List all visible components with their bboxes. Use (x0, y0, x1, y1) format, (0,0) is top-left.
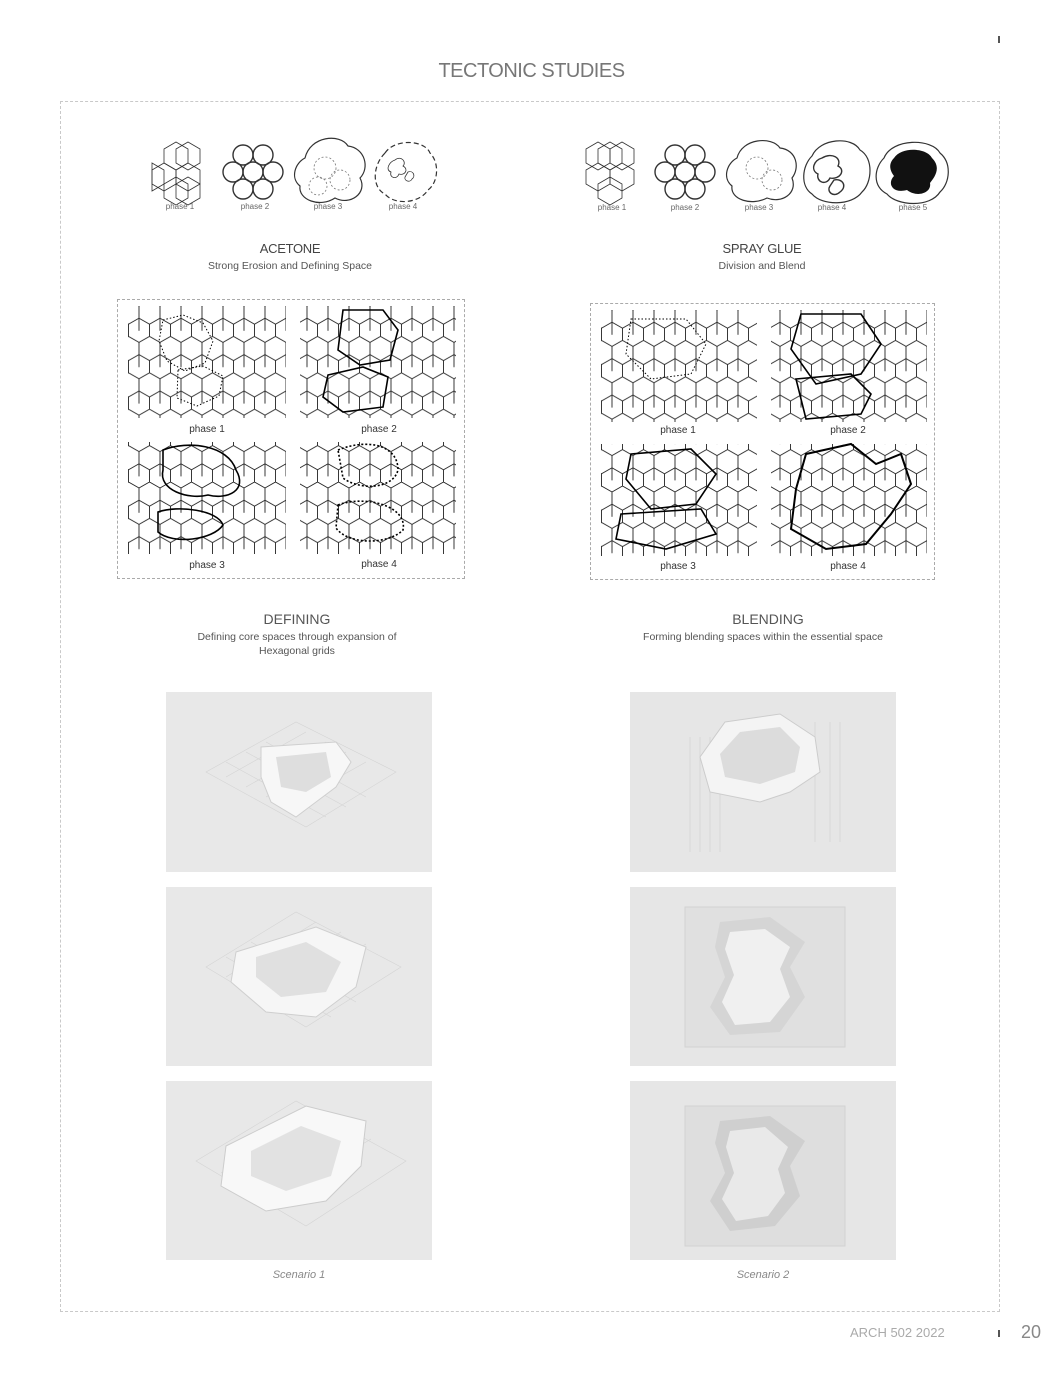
acetone-heading: ACETONE (259, 241, 321, 256)
acetone-phase-4-label: phase 4 (388, 202, 418, 211)
footer-tick (998, 1330, 1000, 1337)
scenario-1-render-2 (166, 887, 432, 1066)
spray-glue-grid-phase-3: phase 3 (660, 561, 696, 572)
scenario-2-render-1 (630, 692, 896, 872)
scenario-1-render-3 (166, 1081, 432, 1260)
page-title: TECTONIC STUDIES (438, 60, 625, 82)
spray-glue-phase-2-label: phase 2 (670, 203, 700, 212)
acetone-grid-phase-3: phase 3 (189, 560, 225, 571)
spray-glue-phase-3-label: phase 3 (744, 203, 774, 212)
scenario-1-render-1 (166, 692, 432, 872)
scenario-2-caption: Scenario 2 (736, 1269, 790, 1281)
footer-course-label: ARCH 502 2022 (850, 1325, 945, 1340)
scenario-1-caption: Scenario 1 (272, 1269, 326, 1281)
spray-glue-grid-phase-4: phase 4 (830, 561, 866, 572)
spray-glue-heading: SPRAY GLUE (722, 241, 802, 256)
blending-description: Forming blending spaces within the essential space (643, 631, 883, 643)
acetone-hex-grids (118, 300, 464, 578)
spray-glue-grid-phase-1: phase 1 (660, 425, 696, 436)
render-1-image (166, 692, 432, 872)
acetone-subheading: Strong Erosion and Defining Space (207, 260, 373, 272)
spray-glue-phase-1-label: phase 1 (597, 203, 627, 212)
page-number: 20 (1021, 1322, 1042, 1342)
acetone-grid-phase-4: phase 4 (361, 559, 397, 570)
spray-glue-grid-box (590, 303, 935, 580)
spray-glue-phase-4-label: phase 4 (817, 203, 847, 212)
scenario-2-render-2 (630, 887, 896, 1066)
acetone-grid-phase-1: phase 1 (189, 424, 225, 435)
render-3-image (166, 1081, 432, 1260)
acetone-grid-box (117, 299, 465, 579)
spray-glue-grid-phase-2: phase 2 (830, 425, 866, 436)
acetone-phase-2-label: phase 2 (240, 202, 270, 211)
render-6-image (630, 1081, 896, 1260)
blending-heading: BLENDING (732, 611, 804, 627)
acetone-phase-1-label: phase 1 (165, 202, 195, 211)
render-2-image (166, 887, 432, 1066)
scenario-2-render-3 (630, 1081, 896, 1260)
defining-description: Defining core spaces through expansion of Hexagonal grids (197, 631, 397, 657)
defining-heading: DEFINING (263, 611, 331, 627)
acetone-phase-3-label: phase 3 (313, 202, 343, 211)
render-5-image (630, 887, 896, 1066)
render-4-image (630, 692, 896, 872)
spray-glue-phase-5-label: phase 5 (898, 203, 928, 212)
spray-glue-subheading: Division and Blend (718, 260, 806, 272)
spray-glue-hex-grids (591, 304, 934, 579)
corner-tick (998, 36, 1000, 43)
acetone-grid-phase-2: phase 2 (361, 424, 397, 435)
